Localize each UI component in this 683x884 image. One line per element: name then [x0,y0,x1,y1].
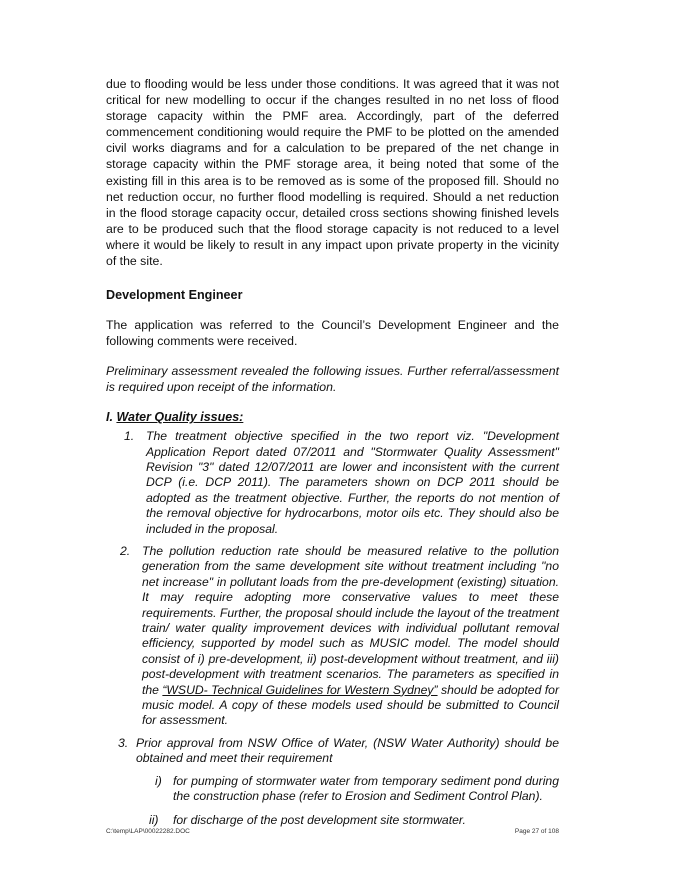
list-item-text-continued: should be adopted for music model. A copy of these models used should be submitted to Council for assessment. [142,682,559,728]
sub-list-item-text: for pumping of stormwater water from temporary sediment pond during the construction phase (refer to Erosion and Sediment Control Plan). [173,773,559,804]
footer-page-number: Page 27 of 108 [514,828,559,835]
list-item [118,735,559,767]
paragraph-flood: due to flooding would be less under those conditions. It was agreed that it was not critical for new modelling to occur if the changes resulted in no net loss of flood storage capacity within the PMF area. Accordingly, part of the deferred commencement conditioning would require the PMF to be plotted on the amended civil works diagrams and for a calculation to be prepared of the net change in storage capacity within the PMF storage area, it being noted that some of the existing fill in this area is to be removed as is some of the proposed fill. Should no net reduction occur, no further flood modelling is required. Should a net reduction in the flood storage capacity occur, detailed cross sections showing finished levels are to be produced such that the flood storage capacity is not reduced to a level where it would be likely to result in any impact upon private property in the vicinity of the site. [106,77,559,269]
section-heading-development-engineer: Development Engineer [106,288,243,303]
footer-file-path: C:\temp\LAP\00022282.DOC [106,828,190,835]
list-item-number: 2. [120,543,131,558]
list-item-text: The pollution reduction rate should be measured relative to the pollution generation from the same development site without treatment including "no net increase" in pollutant loads from the pre-development (existing) situation. It may require adopting more conservative values to meet these requirements. Further, the proposal should include the layout of the treatment train/ water quality improvement devices with individual pollutant removal efficiency, supported by model such as MUSIC model. The model should consist of i) pre-development, ii) post-development without treatment, and iii) post-development with treatment scenarios. The parameters as specified in the [142,543,559,697]
sub-list-item-number: i) [155,773,162,788]
subsection-number: I. [106,410,113,425]
subsection-water-quality [106,409,559,425]
list-item-text: Prior approval from NSW Office of Water, (NSW Water Authority) should be obtained and meet their requirement [136,735,559,766]
list-item [124,429,559,537]
sub-list-item [155,773,559,805]
sub-list-item-number: ii) [149,813,159,828]
document-page [106,76,559,829]
paragraph-referral: The application was referred to the Council’s Development Engineer and the following comments were received. [106,318,559,349]
paragraph-preliminary: Preliminary assessment revealed the following issues. Further referral/assessment is required upon receipt of the information. [106,364,559,395]
list-item-number: 3. [118,735,129,750]
subsection-title: Water Quality issues: [116,410,244,425]
list-item-number: 1. [124,429,135,444]
list-item [120,543,559,729]
guideline-reference: “WSUD- Technical Guidelines for Western Sydney” [162,682,438,697]
sub-list-item [149,813,559,828]
list-item-text: The treatment objective specified in the two report viz. "Development Application Report dated 07/2011 and "Stormwater Quality Assessment" Revision "3" dated 12/07/2011 are lower and inconsistent with the current DCP (i.e. DCP 2011). The parameters shown on DCP 2011 should be adopted as the treatment objective. Further, the reports do not mention of the removal objective for hydrocarbons, motor oils etc. They should also be included in the proposal. [146,429,559,536]
sub-list-item-text: for discharge of the post development site stormwater. [173,813,466,828]
